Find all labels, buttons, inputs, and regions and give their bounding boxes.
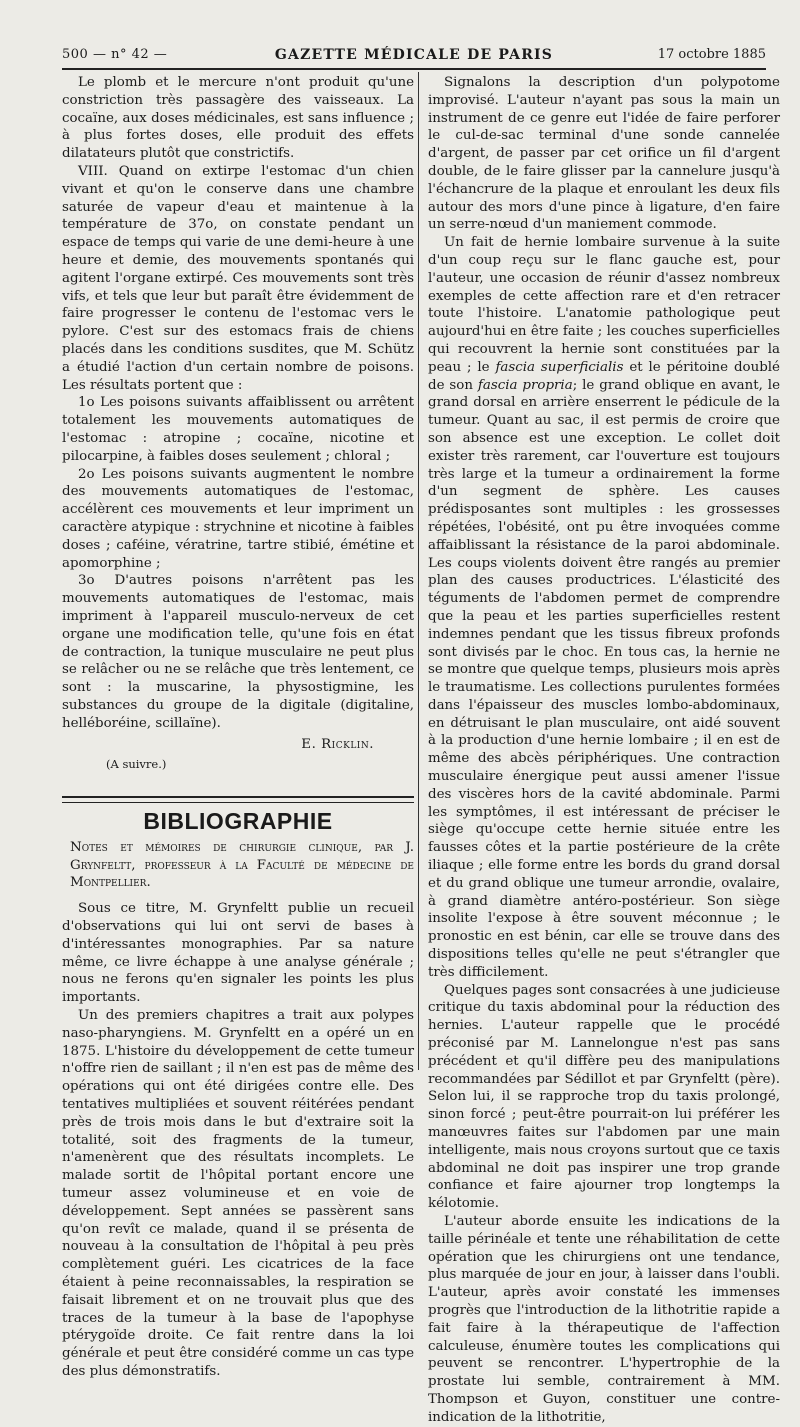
journal-title: GAZETTE MÉDICALE DE PARIS: [274, 47, 554, 63]
section-title: BIBLIOGRAPHIE: [143, 808, 333, 835]
text-run: ; le grand oblique en avant, le grand dorsal en arrière enserrent le pédicule de la tumeur. Quant au sac, il est permis de croire que son absence est une exception. Le collet doit exister très rarement, car l'ouverture est toujours très large et la tumeur a ordinairement la forme d'un segment de sphère. Les causes prédisposantes sont multiples : les grossesses répétées, l'obésité, ont pu être invoquées comme affaiblissant la résistance de la paroi abdominale. Les coups violents doivent être rangés au premier plan des causes productrices. L'élasticité des téguments de l'abdomen permet de comprendre que la peau et les parties superficielles restent indemnes pendant que les tissus fibreux profonds sont divisés par le choc. En tous cas, la hernie ne se montre que quelque temps, plusieurs mois après le traumatisme. Les collections purulentes formées dans l'épaisseur des muscles lombo-abdominaux, en détruisant le plan musculaire, ont aidé souvent à la production d'une hernie lombaire ; il en est de même des abcès périphériques. Une contraction musculaire énergique peut aussi amener l'issue des viscères hors de la cavité abdominale. Parmi les symptômes, il est intéressant de préciser le siège qu'occupe cette hernie située entre les fausses côtes et la partie postérieure de la crête iliaque ; elle forme entre les bords du grand dorsal et du grand oblique une tumeur arrondie, ovalaire, à grand diamètre antéro-postérieur. Son siège insolite l'expose à être souvent méconnue ; le pronostic en est bénin, car elle se trouve dans des dispositions telles qu'elle ne peut s'étrangler que très difficilement.: [428, 377, 781, 980]
paragraph: Quelques pages sont consacrées à une judicieuse critique du taxis abdominal pour la réduction des hernies. L'auteur rappelle que le procédé préconisé par M. Lannelongue n'est pas sans précédent et qu'il diffère peu des manipulations recommandées par Sédillot et par Grynfeltt (père). Selon lui, il se rapproche trop du taxis prolongé, sinon forcé ; peut-être pourrait-on lui préférer les manœuvres faites sur l'abdomen par une main intelligente, mais nous croyons surtout que ce taxis abdominal ne doit pas inspirer une trop grande confiance et faire ajourner trop longtemps la kélotomie.: [428, 982, 780, 1212]
italic-term: fascia superficialis: [495, 359, 624, 375]
text-run: Un fait de hernie lombaire survenue à la suite d'un coup reçu sur le flanc gauche est, pour l'auteur, une occasion de réunir d'assez nombreux exemples de cette affection rare et d'en retracer toute l'histoire. L'anatomie pathologique peut aujourd'hui en être faite ; les couches superficielles qui recouvrent la hernie sont constituées par la peau ; le: [428, 235, 780, 375]
page-header: [62, 45, 766, 67]
paragraph: 2o Les poisons suivants augmentent le nombre des mouvements automatiques de l'estomac, accélèrent ces mouvements et leur impriment un caractère atypique : strychnine et nicotine à faibles doses ; caféine, vératrine, tartre stibié, émétine et apomorphine ;: [62, 466, 414, 571]
text-run: et le péritoine doublé de son: [428, 359, 780, 393]
page-number: 500 — n° 42 —: [62, 47, 168, 62]
paragraph: VIII. Quand on extirpe l'estomac d'un chien vivant et qu'on le conserve dans une chambre saturée de vapeur d'eau et maintenue à la température de 37o, on constate pendant un espace de temps qui varie de une demi-heure à une heure et demie, des mouvements spontanés qui agitent l'organe extirpé. Ces mouvements sont très vifs, et tels que leur but paraît être évidemment de faire progresser le contenu de l'estomac vers le pylore. C'est sur des estomacs frais de chiens placés dans les conditions susdites, que M. Schütz a étudié l'action d'un certain nombre de poisons. Les résultats portent que :: [62, 163, 414, 393]
to-be-continued: (A suivre.): [106, 757, 167, 772]
issue-date: 17 octobre 1885: [657, 47, 766, 62]
paragraph: Un des premiers chapitres a trait aux polypes naso-pharyngiens. M. Grynfeltt en a opéré un en 1875. L'histoire du développement de cette tumeur n'offre rien de saillant ; il n'en est pas de même des opérations qui ont été dirigées contre elle. Des tentatives multipliées et souvent réitérées pendant près de trois mois dans le but d'extraire soit la totalité, soit des fragments de la tumeur, n'amenèrent que des résultats incomplets. Le malade sortit de l'hôpital portant encore une tumeur assez volumineuse et en voie de développement. Sept années se passèrent sans qu'on revît ce malade, quand il se présenta de nouveau à la consultation de l'hôpital à peu près complètement guéri. Les cicatrices de la face étaient à peine reconnaissables, la respiration se faisait librement et on ne trouvait plus que des traces de la tumeur à la base de l'apophyse ptérygoïde droite. Ce fait rentre dans la loi générale et peut être considéré comme un cas type des plus démonstratifs.: [62, 1008, 414, 1379]
section-separator: [62, 796, 414, 803]
right-column: [428, 74, 780, 1427]
paragraph: Le plomb et le mercure n'ont produit qu'une constriction très passagère des vaisseaux. La cocaïne, aux doses médicinales, est sans influence ; à plus fortes doses, elle produit des effets dilatateurs plutôt que constrictifs.: [62, 75, 414, 162]
paragraph: L'auteur aborde ensuite les indications de la taille périnéale et tente une réhabilitation de cette opération que les chirurgiens ont une tendance, plus marquée de jour en jour, à laisser dans l'oubli. L'auteur, après avoir constaté les immenses progrès que l'introduction de la lithotritie rapide a fait faire à la thérapeutique de l'affection calculeuse, énumère toutes les complications qui peuvent se rencontrer. L'hypertrophie de la prostate lui semble, contrairement à MM. Thompson et Guyon, constituer une contre-indication de la lithotritie,: [428, 1214, 780, 1425]
paragraph: 1o Les poisons suivants affaiblissent ou arrêtent totalement les mouvements automatiques de l'estomac : atropine ; cocaïne, nicotine et pilocarpine, à faibles doses seulement ; chloral ;: [62, 395, 414, 464]
paragraph: Sous ce titre, M. Grynfeltt publie un recueil d'observations qui lui ont servi de bases à d'intéressantes monographies. Par sa nature même, ce livre échappe à une analyse générale ; nous ne ferons qu'en signaler les points les plus importants.: [62, 901, 414, 1006]
review-heading: Notes et mémoires de chirurgie clinique, par J. Grynfeltt, professeur à la Faculté de médecine de Montpellier.: [70, 839, 414, 891]
paragraph: Signalons la description d'un polypotome improvisé. L'auteur n'ayant pas sous la main un instrument de ce genre eut l'idée de faire perforer le cul-de-sac terminal d'une sonde cannelée d'argent, de passer par cet orifice un fil d'argent double, de le faire glisser par la cannelure jusqu'à l'échancrure de la plaque et enroulant les deux fils autour des mors d'une pince à ligature, d'en faire un serre-nœud d'un maniement commode.: [428, 75, 780, 233]
paragraph: 3o D'autres poisons n'arrêtent pas les mouvements automatiques de l'estomac, mais impriment à l'appareil musculo-nerveux de cet organe une modification telle, qu'une fois en état de contraction, la tunique musculaire ne peut plus se relâcher ou ne se relâche que très lentement, ce sont : la muscarine, la physostigmine, les substances du groupe de la digitale (digitaline, helléboréine, scillaïne).: [62, 573, 414, 731]
paragraph: [428, 234, 780, 981]
header-rule: [62, 68, 766, 70]
column-divider: [418, 72, 419, 1070]
left-column: [62, 74, 414, 1381]
italic-term: fascia propria: [477, 377, 573, 393]
author-signature: E. Ricklin.: [301, 737, 374, 753]
